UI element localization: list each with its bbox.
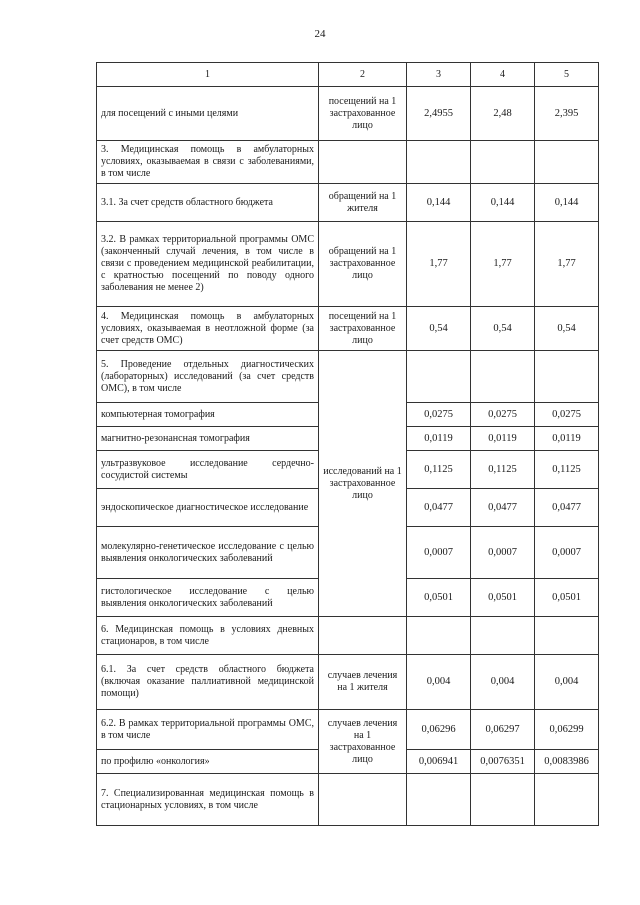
table-row <box>97 710 599 750</box>
row-value-col3: 0,0275 <box>407 403 471 427</box>
row-value-col5 <box>535 617 599 655</box>
header-col-2: 2 <box>319 63 407 87</box>
row-description: 3.1. За счет средств областного бюджета <box>97 184 319 222</box>
table-row <box>97 307 599 351</box>
row-value-col4: 0,0501 <box>471 579 535 617</box>
row-value-col3: 0,144 <box>407 184 471 222</box>
row-value-col3: 0,0477 <box>407 489 471 527</box>
header-col-3: 3 <box>407 63 471 87</box>
row-value-col4 <box>471 141 535 184</box>
row-description: 3. Медицинская помощь в амбулаторных условиях, оказываемая в связи с заболеваниями, в том числе <box>97 141 319 184</box>
row-description: компьютерная томография <box>97 403 319 427</box>
row-value-col4: 0,54 <box>471 307 535 351</box>
header-col-4: 4 <box>471 63 535 87</box>
row-value-col3: 0,004 <box>407 655 471 710</box>
row-value-col5: 0,0007 <box>535 527 599 579</box>
table-row <box>97 655 599 710</box>
row-value-col3: 0,54 <box>407 307 471 351</box>
table-row <box>97 617 599 655</box>
table-row <box>97 87 599 141</box>
row-value-col3: 0,1125 <box>407 451 471 489</box>
row-value-col4: 0,0275 <box>471 403 535 427</box>
row-unit <box>319 617 407 655</box>
statistics-table <box>96 62 599 826</box>
row-value-col3: 0,006941 <box>407 750 471 774</box>
row-value-col3: 0,0501 <box>407 579 471 617</box>
row-description: 5. Проведение отдельных диагностических (лабораторных) исследований (за счет средств ОМС), в том числе <box>97 351 319 403</box>
table-row <box>97 141 599 184</box>
row-description: по профилю «онкология» <box>97 750 319 774</box>
header-col-1: 1 <box>97 63 319 87</box>
row-unit: посещений на 1 застрахованное лицо <box>319 307 407 351</box>
row-value-col4: 0,0007 <box>471 527 535 579</box>
row-value-col4: 0,0119 <box>471 427 535 451</box>
row-unit: случаев лечения на 1 жителя <box>319 655 407 710</box>
table-row <box>97 184 599 222</box>
row-value-col4 <box>471 774 535 826</box>
row-value-col5: 2,395 <box>535 87 599 141</box>
row-value-col3: 0,0119 <box>407 427 471 451</box>
row-value-col5: 1,77 <box>535 222 599 307</box>
row-description: эндоскопическое диагностическое исследование <box>97 489 319 527</box>
row-description: 6.2. В рамках территориальной программы ОМС, в том числе <box>97 710 319 750</box>
row-unit: обращений на 1 жителя <box>319 184 407 222</box>
row-value-col4: 0,0076351 <box>471 750 535 774</box>
row-unit: посещений на 1 застрахованное лицо <box>319 87 407 141</box>
row-value-col5: 0,0477 <box>535 489 599 527</box>
table-header-row <box>97 63 599 87</box>
merged-unit-diagnostic: исследований на 1 застрахованное лицо <box>319 351 407 617</box>
row-value-col3: 1,77 <box>407 222 471 307</box>
header-col-5: 5 <box>535 63 599 87</box>
row-value-col5: 0,1125 <box>535 451 599 489</box>
row-unit <box>319 141 407 184</box>
row-value-col5 <box>535 351 599 403</box>
row-value-col3: 0,0007 <box>407 527 471 579</box>
row-value-col5: 0,0275 <box>535 403 599 427</box>
row-value-col5: 0,54 <box>535 307 599 351</box>
table-row <box>97 351 599 403</box>
row-description: ультразвуковое исследование сердечно-сосудистой системы <box>97 451 319 489</box>
row-value-col5: 0,0501 <box>535 579 599 617</box>
row-description: 6.1. За счет средств областного бюджета (включая оказание паллиативной медицинской помощи) <box>97 655 319 710</box>
row-description: магнитно-резонансная томография <box>97 427 319 451</box>
row-value-col5: 0,06299 <box>535 710 599 750</box>
row-value-col4: 1,77 <box>471 222 535 307</box>
page-number: 24 <box>314 28 326 40</box>
row-description: гистологическое исследование с целью выявления онкологических заболеваний <box>97 579 319 617</box>
row-value-col4: 0,1125 <box>471 451 535 489</box>
row-value-col3 <box>407 351 471 403</box>
row-value-col5 <box>535 141 599 184</box>
row-description: 7. Специализированная медицинская помощь в стационарных условиях, в том числе <box>97 774 319 826</box>
row-value-col5 <box>535 774 599 826</box>
row-value-col3 <box>407 617 471 655</box>
row-value-col3 <box>407 774 471 826</box>
row-description: 4. Медицинская помощь в амбулаторных условиях, оказываемая в неотложной форме (за счет средств ОМС) <box>97 307 319 351</box>
row-value-col4: 2,48 <box>471 87 535 141</box>
row-description: 3.2. В рамках территориальной программы ОМС (законченный случай лечения, в том числе в связи с проведением медицинской реабилитации, с кратностью посещений по поводу одного заболевания не менее 2) <box>97 222 319 307</box>
row-value-col4: 0,144 <box>471 184 535 222</box>
row-value-col3 <box>407 141 471 184</box>
merged-unit-day-hospital: случаев лечения на 1 застрахованное лицо <box>319 710 407 774</box>
row-value-col5: 0,004 <box>535 655 599 710</box>
row-value-col4: 0,004 <box>471 655 535 710</box>
row-value-col4: 0,06297 <box>471 710 535 750</box>
row-unit <box>319 774 407 826</box>
row-value-col5: 0,144 <box>535 184 599 222</box>
row-value-col5: 0,0119 <box>535 427 599 451</box>
row-description: для посещений с иными целями <box>97 87 319 141</box>
table-row <box>97 774 599 826</box>
table-row <box>97 222 599 307</box>
row-unit: обращений на 1 застрахованное лицо <box>319 222 407 307</box>
row-value-col3: 0,06296 <box>407 710 471 750</box>
row-value-col4: 0,0477 <box>471 489 535 527</box>
row-description: молекулярно-генетическое исследование с целью выявления онкологических заболеваний <box>97 527 319 579</box>
row-value-col3: 2,4955 <box>407 87 471 141</box>
row-value-col4 <box>471 617 535 655</box>
row-description: 6. Медицинская помощь в условиях дневных стационаров, в том числе <box>97 617 319 655</box>
row-value-col4 <box>471 351 535 403</box>
row-value-col5: 0,0083986 <box>535 750 599 774</box>
